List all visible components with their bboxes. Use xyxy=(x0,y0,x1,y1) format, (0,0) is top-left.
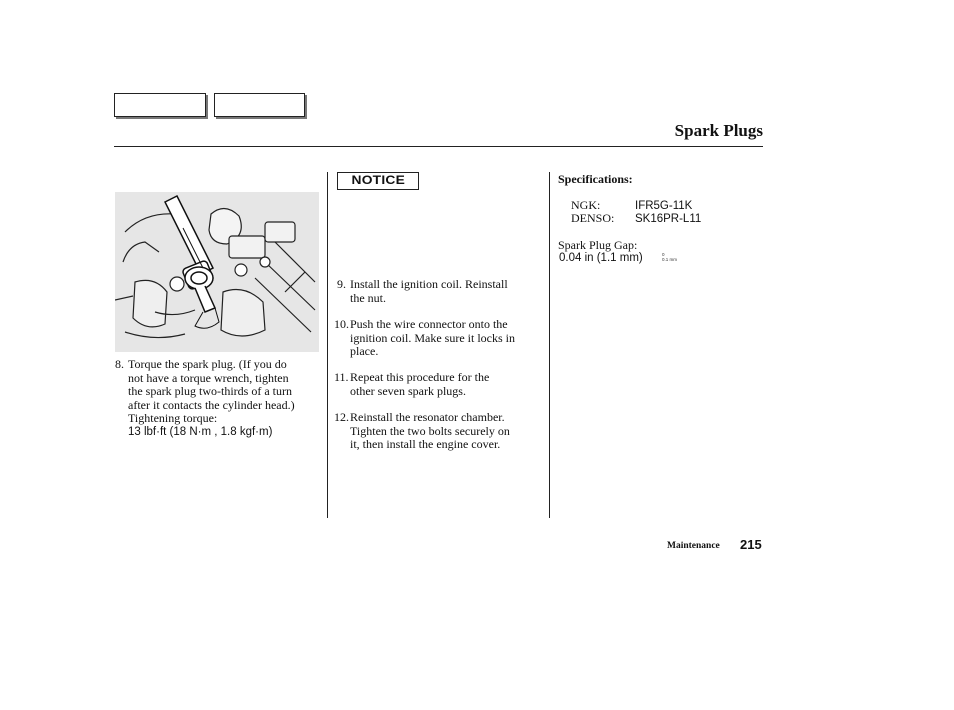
column-divider-1 xyxy=(327,172,328,518)
step-8-line: after it contacts the cylinder head.) xyxy=(128,397,295,412)
step-10-line: Push the wire connector onto the xyxy=(350,317,508,331)
gap-tolerance-mark xyxy=(662,252,677,262)
gap-value: 0.04 in (1.1 mm) xyxy=(559,252,643,264)
step-12-line: Tighten the two bolts securely on xyxy=(350,423,510,438)
step-9 xyxy=(337,278,547,305)
step-number: 9. xyxy=(337,277,346,291)
footer-section-label: Maintenance xyxy=(667,541,720,551)
step-11 xyxy=(334,371,546,398)
step-8 xyxy=(115,358,325,440)
gap-label: Spark Plug Gap: xyxy=(558,238,638,252)
step-8-line: Tightening torque: xyxy=(128,411,218,426)
step-12-line: Reinstall the resonator chamber. xyxy=(350,410,505,424)
spec-value: IFR5G-11K xyxy=(635,200,693,212)
spec-row-denso xyxy=(571,211,701,226)
step-10-line: ignition coil. Make sure it locks in xyxy=(350,330,515,345)
step-9-line: the nut. xyxy=(350,290,386,305)
spec-value: SK16PR-L11 xyxy=(635,213,702,225)
nav-button-2[interactable] xyxy=(214,93,305,117)
step-12 xyxy=(334,411,546,452)
step-8-line: Torque the spark plug. (If you do xyxy=(128,357,287,371)
gap-mark-top: 0 xyxy=(662,252,665,257)
spec-label: DENSO: xyxy=(571,211,615,225)
step-8-line: the spark plug two-thirds of a turn xyxy=(128,384,292,399)
step-11-line: other seven spark plugs. xyxy=(350,383,466,398)
step-number: 12. xyxy=(334,410,349,424)
step-9-line: Install the ignition coil. Reinstall xyxy=(350,277,508,291)
torque-value: 13 lbf·ft (18 N·m , 1.8 kgf·m) xyxy=(128,425,273,438)
spec-label: NGK: xyxy=(571,198,601,212)
step-11-line: Repeat this procedure for the xyxy=(350,370,490,384)
column-divider-2 xyxy=(549,172,550,518)
specifications-heading: Specifications: xyxy=(558,172,633,186)
header-rule xyxy=(114,146,763,147)
step-8-line: not have a torque wrench, tighten xyxy=(128,370,289,385)
nav-button-1[interactable] xyxy=(114,93,206,117)
notice-label: NOTICE xyxy=(337,172,419,190)
step-10-line: place. xyxy=(350,344,379,359)
spark-plug-illustration xyxy=(115,192,319,352)
step-10 xyxy=(334,318,546,359)
page-title: Spark Plugs xyxy=(674,121,763,140)
step-12-line: it, then install the engine cover. xyxy=(350,437,501,452)
step-number: 11. xyxy=(334,370,349,384)
step-number: 10. xyxy=(334,317,349,331)
page-number: 215 xyxy=(740,537,762,552)
engine-wrench-icon xyxy=(115,192,319,352)
step-number: 8. xyxy=(115,357,124,371)
gap-mark-bottom: 0.1 mm xyxy=(662,257,678,262)
